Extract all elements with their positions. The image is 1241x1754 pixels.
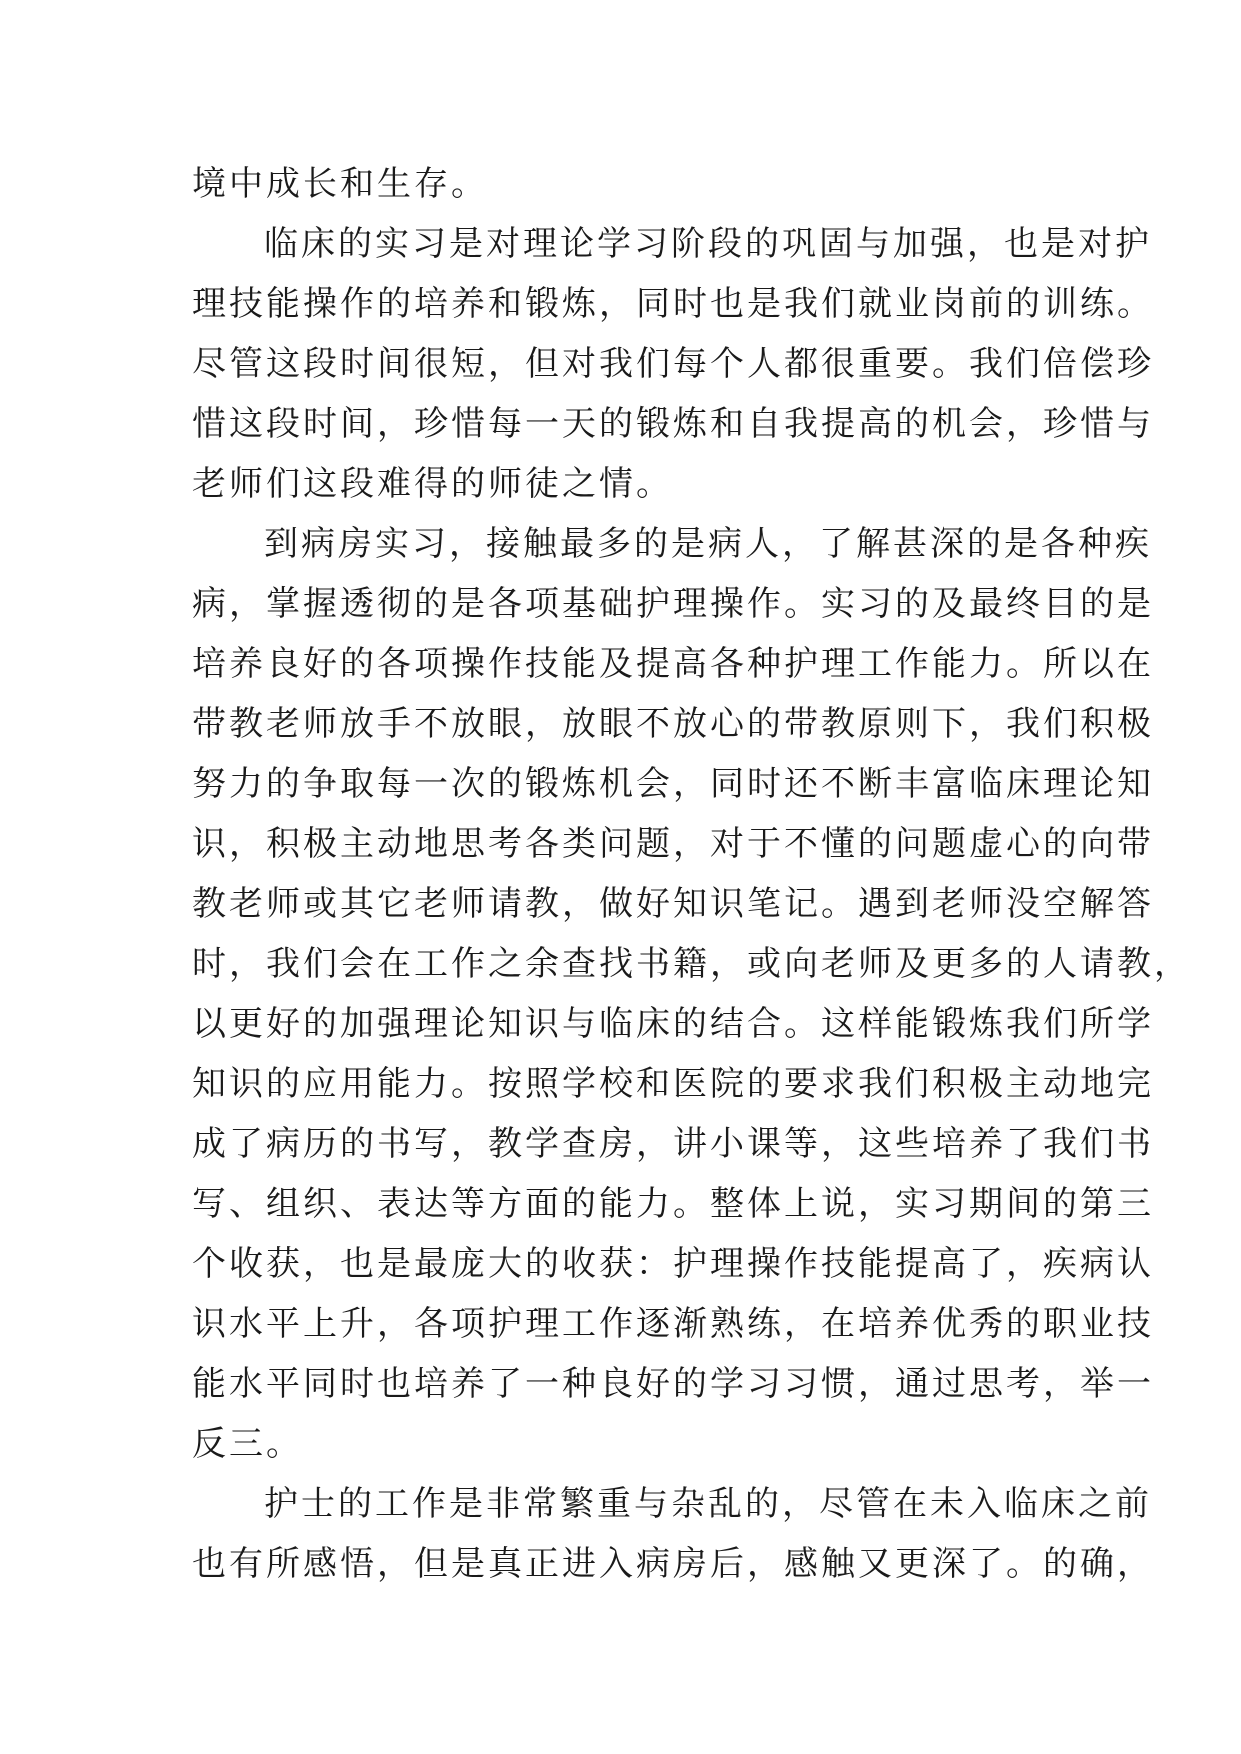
text-line: 培养良好的各项操作技能及提高各种护理工作能力。所以在 (192, 644, 1154, 684)
text-line: 知识的应用能力。按照学校和医院的要求我们积极主动地完 (192, 1064, 1154, 1104)
text-line: 以更好的加强理论知识与临床的结合。这样能锻炼我们所学 (192, 1004, 1154, 1044)
paragraph-first-line: 护士的工作是非常繁重与杂乱的，尽管在未入临床之前 (264, 1484, 1152, 1524)
text-line: 时，我们会在工作之余查找书籍，或向老师及更多的人请教， (192, 944, 1191, 984)
text-line: 识，积极主动地思考各类问题，对于不懂的问题虚心的向带 (192, 824, 1154, 864)
body-text (192, 154, 1191, 1594)
text-line: 尽管这段时间很短，但对我们每个人都很重要。我们倍偿珍 (192, 344, 1154, 384)
text-line: 成了病历的书写，教学查房，讲小课等，这些培养了我们书 (192, 1124, 1154, 1164)
text-line: 能水平同时也培养了一种良好的学习习惯，通过思考，举一 (192, 1364, 1154, 1404)
text-line: 努力的争取每一次的锻炼机会，同时还不断丰富临床理论知 (192, 764, 1154, 804)
text-line: 反三。 (192, 1424, 303, 1464)
text-line: 也有所感悟，但是真正进入病房后，感触又更深了。的确， (192, 1544, 1154, 1584)
text-line: 境中成长和生存。 (192, 164, 488, 204)
text-line: 教老师或其它老师请教，做好知识笔记。遇到老师没空解答 (192, 884, 1154, 924)
text-line: 写、组织、表达等方面的能力。整体上说，实习期间的第三 (192, 1184, 1154, 1224)
text-line: 个收获，也是最庞大的收获：护理操作技能提高了，疾病认 (192, 1244, 1154, 1284)
paragraph-first-line: 临床的实习是对理论学习阶段的巩固与加强，也是对护 (264, 224, 1152, 264)
text-line: 识水平上升，各项护理工作逐渐熟练，在培养优秀的职业技 (192, 1304, 1154, 1344)
text-line: 惜这段时间，珍惜每一天的锻炼和自我提高的机会，珍惜与 (192, 404, 1154, 444)
text-line: 老师们这段难得的师徒之情。 (192, 464, 673, 504)
text-line: 带教老师放手不放眼，放眼不放心的带教原则下，我们积极 (192, 704, 1154, 744)
text-line: 病，掌握透彻的是各项基础护理操作。实习的及最终目的是 (192, 584, 1154, 624)
text-line: 理技能操作的培养和锻炼，同时也是我们就业岗前的训练。 (192, 284, 1154, 324)
paragraph-first-line: 到病房实习，接触最多的是病人，了解甚深的是各种疾 (264, 524, 1152, 564)
